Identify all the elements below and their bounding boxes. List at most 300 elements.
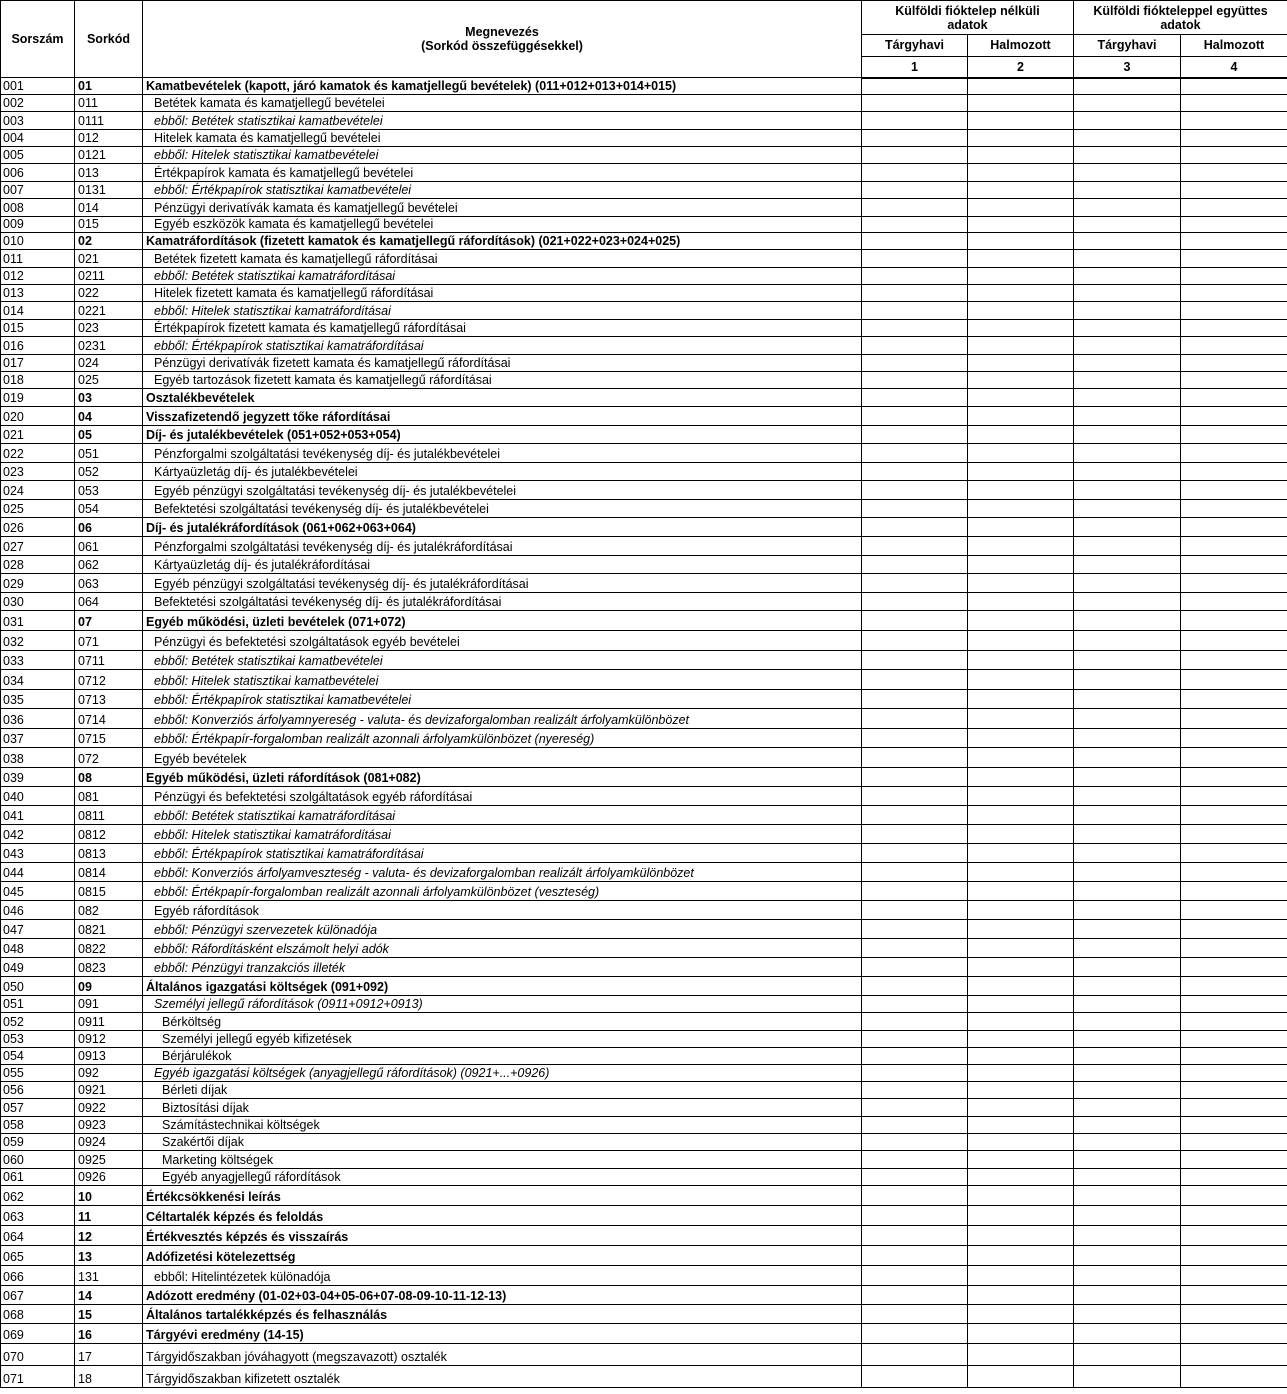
row-value-col-3[interactable] — [1074, 78, 1181, 95]
row-value-col-2[interactable] — [968, 806, 1074, 825]
row-value-col-3[interactable] — [1074, 444, 1181, 463]
row-value-col-1[interactable] — [862, 768, 968, 787]
row-value-col-4[interactable] — [1181, 426, 1287, 444]
row-sorkod: 053 — [75, 481, 143, 500]
row-value-col-3[interactable] — [1074, 1013, 1181, 1031]
table-row — [1, 112, 1287, 130]
row-value-col-1[interactable] — [862, 182, 968, 199]
row-value-col-2[interactable] — [968, 787, 1074, 806]
row-value-col-3[interactable] — [1074, 1134, 1181, 1151]
row-value-col-2[interactable] — [968, 690, 1074, 709]
row-value-col-1[interactable] — [862, 825, 968, 844]
row-value-col-2[interactable] — [968, 1134, 1074, 1151]
row-value-col-4[interactable] — [1181, 863, 1287, 882]
row-value-col-4[interactable] — [1181, 537, 1287, 556]
row-value-col-4[interactable] — [1181, 901, 1287, 920]
row-value-col-3[interactable] — [1074, 95, 1181, 112]
row-value-col-1[interactable] — [862, 690, 968, 709]
row-value-col-3[interactable] — [1074, 285, 1181, 302]
row-value-col-4[interactable] — [1181, 407, 1287, 426]
row-value-col-2[interactable] — [968, 95, 1074, 112]
row-value-col-4[interactable] — [1181, 1226, 1287, 1246]
row-value-col-2[interactable] — [968, 1013, 1074, 1031]
row-value-col-4[interactable] — [1181, 1048, 1287, 1065]
row-value-col-3[interactable] — [1074, 651, 1181, 670]
row-value-col-2[interactable] — [968, 130, 1074, 147]
row-value-col-2[interactable] — [968, 337, 1074, 355]
row-value-col-3[interactable] — [1074, 825, 1181, 844]
row-value-col-2[interactable] — [968, 1065, 1074, 1082]
row-value-col-1[interactable] — [862, 611, 968, 631]
row-value-col-2[interactable] — [968, 389, 1074, 407]
row-value-col-4[interactable] — [1181, 320, 1287, 337]
row-value-col-1[interactable] — [862, 787, 968, 806]
row-value-col-1[interactable] — [862, 1117, 968, 1134]
row-value-col-1[interactable] — [862, 748, 968, 768]
row-value-col-3[interactable] — [1074, 1226, 1181, 1246]
row-value-col-4[interactable] — [1181, 611, 1287, 631]
row-value-col-2[interactable] — [968, 285, 1074, 302]
row-value-col-3[interactable] — [1074, 1286, 1181, 1305]
row-value-col-4[interactable] — [1181, 1134, 1287, 1151]
row-value-col-3[interactable] — [1074, 372, 1181, 389]
row-value-col-4[interactable] — [1181, 709, 1287, 729]
row-value-col-4[interactable] — [1181, 112, 1287, 130]
row-value-col-2[interactable] — [968, 574, 1074, 593]
row-value-col-3[interactable] — [1074, 1031, 1181, 1048]
row-value-col-2[interactable] — [968, 1186, 1074, 1206]
row-value-col-3[interactable] — [1074, 250, 1181, 268]
row-value-col-1[interactable] — [862, 729, 968, 748]
row-value-col-3[interactable] — [1074, 389, 1181, 407]
row-value-col-1[interactable] — [862, 130, 968, 147]
row-value-col-1[interactable] — [862, 233, 968, 250]
row-value-col-2[interactable] — [968, 863, 1074, 882]
row-value-col-4[interactable] — [1181, 920, 1287, 939]
row-value-col-3[interactable] — [1074, 518, 1181, 537]
row-value-col-3[interactable] — [1074, 463, 1181, 481]
row-value-col-4[interactable] — [1181, 250, 1287, 268]
row-value-col-1[interactable] — [862, 250, 968, 268]
row-value-col-3[interactable] — [1074, 355, 1181, 372]
row-value-col-3[interactable] — [1074, 500, 1181, 518]
row-value-col-2[interactable] — [968, 233, 1074, 250]
row-value-col-2[interactable] — [968, 1324, 1074, 1344]
row-value-col-2[interactable] — [968, 709, 1074, 729]
row-value-col-2[interactable] — [968, 1031, 1074, 1048]
row-value-col-3[interactable] — [1074, 302, 1181, 320]
row-value-col-2[interactable] — [968, 958, 1074, 977]
row-value-col-3[interactable] — [1074, 882, 1181, 901]
row-value-col-3[interactable] — [1074, 537, 1181, 556]
row-value-col-4[interactable] — [1181, 355, 1287, 372]
table-row — [1, 1305, 1287, 1324]
row-value-col-2[interactable] — [968, 1305, 1074, 1324]
row-value-col-1[interactable] — [862, 651, 968, 670]
row-value-col-2[interactable] — [968, 901, 1074, 920]
row-value-col-1[interactable] — [862, 574, 968, 593]
row-value-col-1[interactable] — [862, 1031, 968, 1048]
row-value-col-4[interactable] — [1181, 268, 1287, 285]
row-value-col-1[interactable] — [862, 500, 968, 518]
row-value-col-4[interactable] — [1181, 1186, 1287, 1206]
row-value-col-1[interactable] — [862, 1305, 968, 1324]
row-value-col-3[interactable] — [1074, 130, 1181, 147]
row-value-col-3[interactable] — [1074, 337, 1181, 355]
row-value-col-1[interactable] — [862, 199, 968, 217]
row-value-col-1[interactable] — [862, 1206, 968, 1226]
row-value-col-4[interactable] — [1181, 182, 1287, 199]
row-value-col-4[interactable] — [1181, 844, 1287, 863]
row-value-col-3[interactable] — [1074, 748, 1181, 768]
row-value-col-4[interactable] — [1181, 1065, 1287, 1082]
row-value-col-4[interactable] — [1181, 217, 1287, 233]
row-value-col-1[interactable] — [862, 217, 968, 233]
row-value-col-2[interactable] — [968, 444, 1074, 463]
row-value-col-4[interactable] — [1181, 1324, 1287, 1344]
row-value-col-4[interactable] — [1181, 372, 1287, 389]
row-value-col-3[interactable] — [1074, 977, 1181, 996]
row-value-col-2[interactable] — [968, 320, 1074, 337]
row-value-col-1[interactable] — [862, 1186, 968, 1206]
row-value-col-3[interactable] — [1074, 1324, 1181, 1344]
row-value-col-1[interactable] — [862, 939, 968, 958]
row-value-col-4[interactable] — [1181, 1206, 1287, 1226]
header-megnevezes — [143, 1, 862, 78]
row-value-col-2[interactable] — [968, 250, 1074, 268]
row-value-col-4[interactable] — [1181, 1082, 1287, 1099]
row-value-col-3[interactable] — [1074, 901, 1181, 920]
row-value-col-4[interactable] — [1181, 787, 1287, 806]
row-value-col-2[interactable] — [968, 670, 1074, 690]
row-value-col-2[interactable] — [968, 920, 1074, 939]
row-value-col-3[interactable] — [1074, 920, 1181, 939]
row-value-col-1[interactable] — [862, 285, 968, 302]
row-value-col-3[interactable] — [1074, 690, 1181, 709]
table-row — [1, 670, 1287, 690]
row-value-col-3[interactable] — [1074, 1186, 1181, 1206]
row-value-col-1[interactable] — [862, 1324, 968, 1344]
row-value-col-1[interactable] — [862, 901, 968, 920]
row-value-col-1[interactable] — [862, 320, 968, 337]
row-value-col-1[interactable] — [862, 389, 968, 407]
row-value-col-4[interactable] — [1181, 690, 1287, 709]
row-value-col-1[interactable] — [862, 112, 968, 130]
row-value-col-4[interactable] — [1181, 389, 1287, 407]
row-value-col-2[interactable] — [968, 611, 1074, 631]
row-value-col-1[interactable] — [862, 481, 968, 500]
row-value-col-4[interactable] — [1181, 1266, 1287, 1286]
row-value-col-3[interactable] — [1074, 1099, 1181, 1117]
row-megnevezes — [143, 407, 862, 426]
row-value-col-1[interactable] — [862, 444, 968, 463]
table-body — [1, 78, 1287, 1388]
row-value-col-4[interactable] — [1181, 500, 1287, 518]
row-value-col-3[interactable] — [1074, 958, 1181, 977]
row-value-col-3[interactable] — [1074, 729, 1181, 748]
row-value-col-1[interactable] — [862, 337, 968, 355]
row-value-col-1[interactable] — [862, 164, 968, 182]
row-value-col-2[interactable] — [968, 1099, 1074, 1117]
row-value-col-4[interactable] — [1181, 302, 1287, 320]
row-value-col-1[interactable] — [862, 1151, 968, 1169]
row-sorkod: 0111 — [75, 112, 143, 130]
row-value-col-2[interactable] — [968, 78, 1074, 95]
row-value-col-1[interactable] — [862, 920, 968, 939]
row-value-col-4[interactable] — [1181, 768, 1287, 787]
row-value-col-1[interactable] — [862, 1286, 968, 1305]
row-value-col-4[interactable] — [1181, 285, 1287, 302]
row-value-col-4[interactable] — [1181, 1013, 1287, 1031]
row-value-col-2[interactable] — [968, 1206, 1074, 1226]
row-value-col-2[interactable] — [968, 463, 1074, 481]
row-value-col-3[interactable] — [1074, 164, 1181, 182]
row-value-col-1[interactable] — [862, 1246, 968, 1266]
row-value-col-4[interactable] — [1181, 518, 1287, 537]
row-value-col-3[interactable] — [1074, 844, 1181, 863]
row-value-col-4[interactable] — [1181, 977, 1287, 996]
row-value-col-4[interactable] — [1181, 1099, 1287, 1117]
row-value-col-1[interactable] — [862, 977, 968, 996]
row-value-col-2[interactable] — [968, 1151, 1074, 1169]
row-value-col-2[interactable] — [968, 268, 1074, 285]
row-value-col-1[interactable] — [862, 1048, 968, 1065]
row-value-col-2[interactable] — [968, 768, 1074, 787]
row-value-col-2[interactable] — [968, 939, 1074, 958]
row-value-col-3[interactable] — [1074, 481, 1181, 500]
row-value-col-4[interactable] — [1181, 748, 1287, 768]
row-value-col-2[interactable] — [968, 302, 1074, 320]
row-value-col-3[interactable] — [1074, 426, 1181, 444]
row-value-col-2[interactable] — [968, 631, 1074, 651]
row-value-col-3[interactable] — [1074, 593, 1181, 611]
row-value-col-4[interactable] — [1181, 1031, 1287, 1048]
row-value-col-4[interactable] — [1181, 444, 1287, 463]
row-value-col-1[interactable] — [862, 1082, 968, 1099]
row-value-col-1[interactable] — [862, 302, 968, 320]
row-value-col-1[interactable] — [862, 1013, 968, 1031]
row-value-col-3[interactable] — [1074, 806, 1181, 825]
row-value-col-4[interactable] — [1181, 337, 1287, 355]
row-value-col-2[interactable] — [968, 112, 1074, 130]
row-value-col-4[interactable] — [1181, 1286, 1287, 1305]
row-value-col-1[interactable] — [862, 709, 968, 729]
row-value-col-3[interactable] — [1074, 268, 1181, 285]
row-value-col-2[interactable] — [968, 1344, 1074, 1366]
row-value-col-1[interactable] — [862, 1169, 968, 1186]
row-value-col-2[interactable] — [968, 593, 1074, 611]
row-value-col-3[interactable] — [1074, 939, 1181, 958]
row-value-col-4[interactable] — [1181, 95, 1287, 112]
row-value-col-3[interactable] — [1074, 1366, 1181, 1388]
row-value-col-2[interactable] — [968, 372, 1074, 389]
row-value-col-2[interactable] — [968, 147, 1074, 164]
row-value-col-1[interactable] — [862, 1065, 968, 1082]
row-value-col-4[interactable] — [1181, 147, 1287, 164]
row-value-col-1[interactable] — [862, 593, 968, 611]
row-value-col-1[interactable] — [862, 1366, 968, 1388]
row-value-col-1[interactable] — [862, 958, 968, 977]
row-value-col-1[interactable] — [862, 670, 968, 690]
row-value-col-3[interactable] — [1074, 1266, 1181, 1286]
row-value-col-4[interactable] — [1181, 199, 1287, 217]
row-value-col-1[interactable] — [862, 463, 968, 481]
row-value-col-3[interactable] — [1074, 787, 1181, 806]
row-value-col-3[interactable] — [1074, 320, 1181, 337]
row-value-col-1[interactable] — [862, 147, 968, 164]
row-value-col-4[interactable] — [1181, 463, 1287, 481]
row-value-col-2[interactable] — [968, 182, 1074, 199]
row-value-col-3[interactable] — [1074, 1246, 1181, 1266]
row-value-col-4[interactable] — [1181, 164, 1287, 182]
row-value-col-4[interactable] — [1181, 651, 1287, 670]
row-value-col-2[interactable] — [968, 1117, 1074, 1134]
row-value-col-4[interactable] — [1181, 882, 1287, 901]
row-megnevezes — [143, 537, 862, 556]
row-value-col-4[interactable] — [1181, 233, 1287, 250]
row-value-col-4[interactable] — [1181, 1366, 1287, 1388]
row-value-col-2[interactable] — [968, 825, 1074, 844]
row-value-col-2[interactable] — [968, 537, 1074, 556]
row-sorszam: 050 — [1, 977, 75, 996]
row-value-col-3[interactable] — [1074, 863, 1181, 882]
row-value-col-4[interactable] — [1181, 996, 1287, 1013]
row-value-col-4[interactable] — [1181, 556, 1287, 574]
row-value-col-2[interactable] — [968, 1246, 1074, 1266]
row-value-col-4[interactable] — [1181, 806, 1287, 825]
row-value-col-1[interactable] — [862, 355, 968, 372]
row-value-col-1[interactable] — [862, 631, 968, 651]
row-value-col-3[interactable] — [1074, 670, 1181, 690]
row-sorszam: 019 — [1, 389, 75, 407]
row-value-col-3[interactable] — [1074, 1169, 1181, 1186]
row-value-col-2[interactable] — [968, 844, 1074, 863]
row-value-col-3[interactable] — [1074, 182, 1181, 199]
row-value-col-2[interactable] — [968, 164, 1074, 182]
row-value-col-1[interactable] — [862, 78, 968, 95]
row-value-col-2[interactable] — [968, 500, 1074, 518]
row-value-col-3[interactable] — [1074, 112, 1181, 130]
row-value-col-4[interactable] — [1181, 1246, 1287, 1266]
row-value-col-4[interactable] — [1181, 670, 1287, 690]
row-value-col-1[interactable] — [862, 1134, 968, 1151]
row-value-col-2[interactable] — [968, 1048, 1074, 1065]
row-value-col-1[interactable] — [862, 1099, 968, 1117]
row-value-col-2[interactable] — [968, 518, 1074, 537]
row-value-col-2[interactable] — [968, 217, 1074, 233]
row-value-col-1[interactable] — [862, 844, 968, 863]
row-value-col-3[interactable] — [1074, 574, 1181, 593]
row-value-col-1[interactable] — [862, 1226, 968, 1246]
row-value-col-1[interactable] — [862, 372, 968, 389]
row-value-col-2[interactable] — [968, 1226, 1074, 1246]
row-value-col-3[interactable] — [1074, 199, 1181, 217]
row-value-col-4[interactable] — [1181, 481, 1287, 500]
row-value-col-2[interactable] — [968, 1082, 1074, 1099]
row-value-col-4[interactable] — [1181, 1117, 1287, 1134]
row-value-col-2[interactable] — [968, 729, 1074, 748]
row-value-col-1[interactable] — [862, 268, 968, 285]
row-value-col-1[interactable] — [862, 537, 968, 556]
row-value-col-1[interactable] — [862, 1266, 968, 1286]
row-value-col-3[interactable] — [1074, 996, 1181, 1013]
row-value-col-1[interactable] — [862, 996, 968, 1013]
row-value-col-3[interactable] — [1074, 611, 1181, 631]
row-value-col-3[interactable] — [1074, 407, 1181, 426]
row-value-col-1[interactable] — [862, 426, 968, 444]
row-value-col-3[interactable] — [1074, 709, 1181, 729]
row-value-col-4[interactable] — [1181, 1344, 1287, 1366]
row-value-col-2[interactable] — [968, 426, 1074, 444]
row-value-col-3[interactable] — [1074, 1117, 1181, 1134]
row-value-col-2[interactable] — [968, 996, 1074, 1013]
row-value-col-2[interactable] — [968, 199, 1074, 217]
row-value-col-1[interactable] — [862, 882, 968, 901]
row-value-col-1[interactable] — [862, 95, 968, 112]
row-value-col-3[interactable] — [1074, 556, 1181, 574]
row-value-col-1[interactable] — [862, 1344, 968, 1366]
row-megnevezes — [143, 389, 862, 407]
row-value-col-3[interactable] — [1074, 1048, 1181, 1065]
row-value-col-1[interactable] — [862, 863, 968, 882]
row-value-col-2[interactable] — [968, 651, 1074, 670]
row-value-col-4[interactable] — [1181, 1151, 1287, 1169]
table-row — [1, 537, 1287, 556]
row-value-col-2[interactable] — [968, 977, 1074, 996]
row-value-col-3[interactable] — [1074, 233, 1181, 250]
row-value-col-3[interactable] — [1074, 1206, 1181, 1226]
row-value-col-3[interactable] — [1074, 1151, 1181, 1169]
row-value-col-1[interactable] — [862, 556, 968, 574]
row-value-col-4[interactable] — [1181, 130, 1287, 147]
row-value-col-4[interactable] — [1181, 825, 1287, 844]
row-value-col-1[interactable] — [862, 407, 968, 426]
row-value-col-2[interactable] — [968, 1266, 1074, 1286]
row-value-col-4[interactable] — [1181, 1305, 1287, 1324]
row-value-col-3[interactable] — [1074, 217, 1181, 233]
row-value-col-3[interactable] — [1074, 1344, 1181, 1366]
row-value-col-2[interactable] — [968, 1286, 1074, 1305]
row-value-col-3[interactable] — [1074, 147, 1181, 164]
row-value-col-3[interactable] — [1074, 631, 1181, 651]
row-value-col-4[interactable] — [1181, 593, 1287, 611]
row-value-col-3[interactable] — [1074, 1082, 1181, 1099]
row-value-col-3[interactable] — [1074, 768, 1181, 787]
row-value-col-4[interactable] — [1181, 631, 1287, 651]
row-value-col-3[interactable] — [1074, 1305, 1181, 1324]
header-sorszam: Sorszám — [1, 1, 75, 78]
row-value-col-4[interactable] — [1181, 1169, 1287, 1186]
row-value-col-4[interactable] — [1181, 958, 1287, 977]
row-value-col-3[interactable] — [1074, 1065, 1181, 1082]
row-value-col-2[interactable] — [968, 882, 1074, 901]
row-value-col-2[interactable] — [968, 1366, 1074, 1388]
row-value-col-1[interactable] — [862, 806, 968, 825]
row-value-col-2[interactable] — [968, 481, 1074, 500]
row-value-col-4[interactable] — [1181, 78, 1287, 95]
row-value-col-2[interactable] — [968, 407, 1074, 426]
row-value-col-1[interactable] — [862, 518, 968, 537]
row-value-col-4[interactable] — [1181, 729, 1287, 748]
row-value-col-2[interactable] — [968, 355, 1074, 372]
row-value-col-2[interactable] — [968, 556, 1074, 574]
row-value-col-2[interactable] — [968, 1169, 1074, 1186]
row-value-col-2[interactable] — [968, 748, 1074, 768]
row-sorszam: 038 — [1, 748, 75, 768]
row-value-col-4[interactable] — [1181, 939, 1287, 958]
row-value-col-4[interactable] — [1181, 574, 1287, 593]
table-row — [1, 1013, 1287, 1031]
